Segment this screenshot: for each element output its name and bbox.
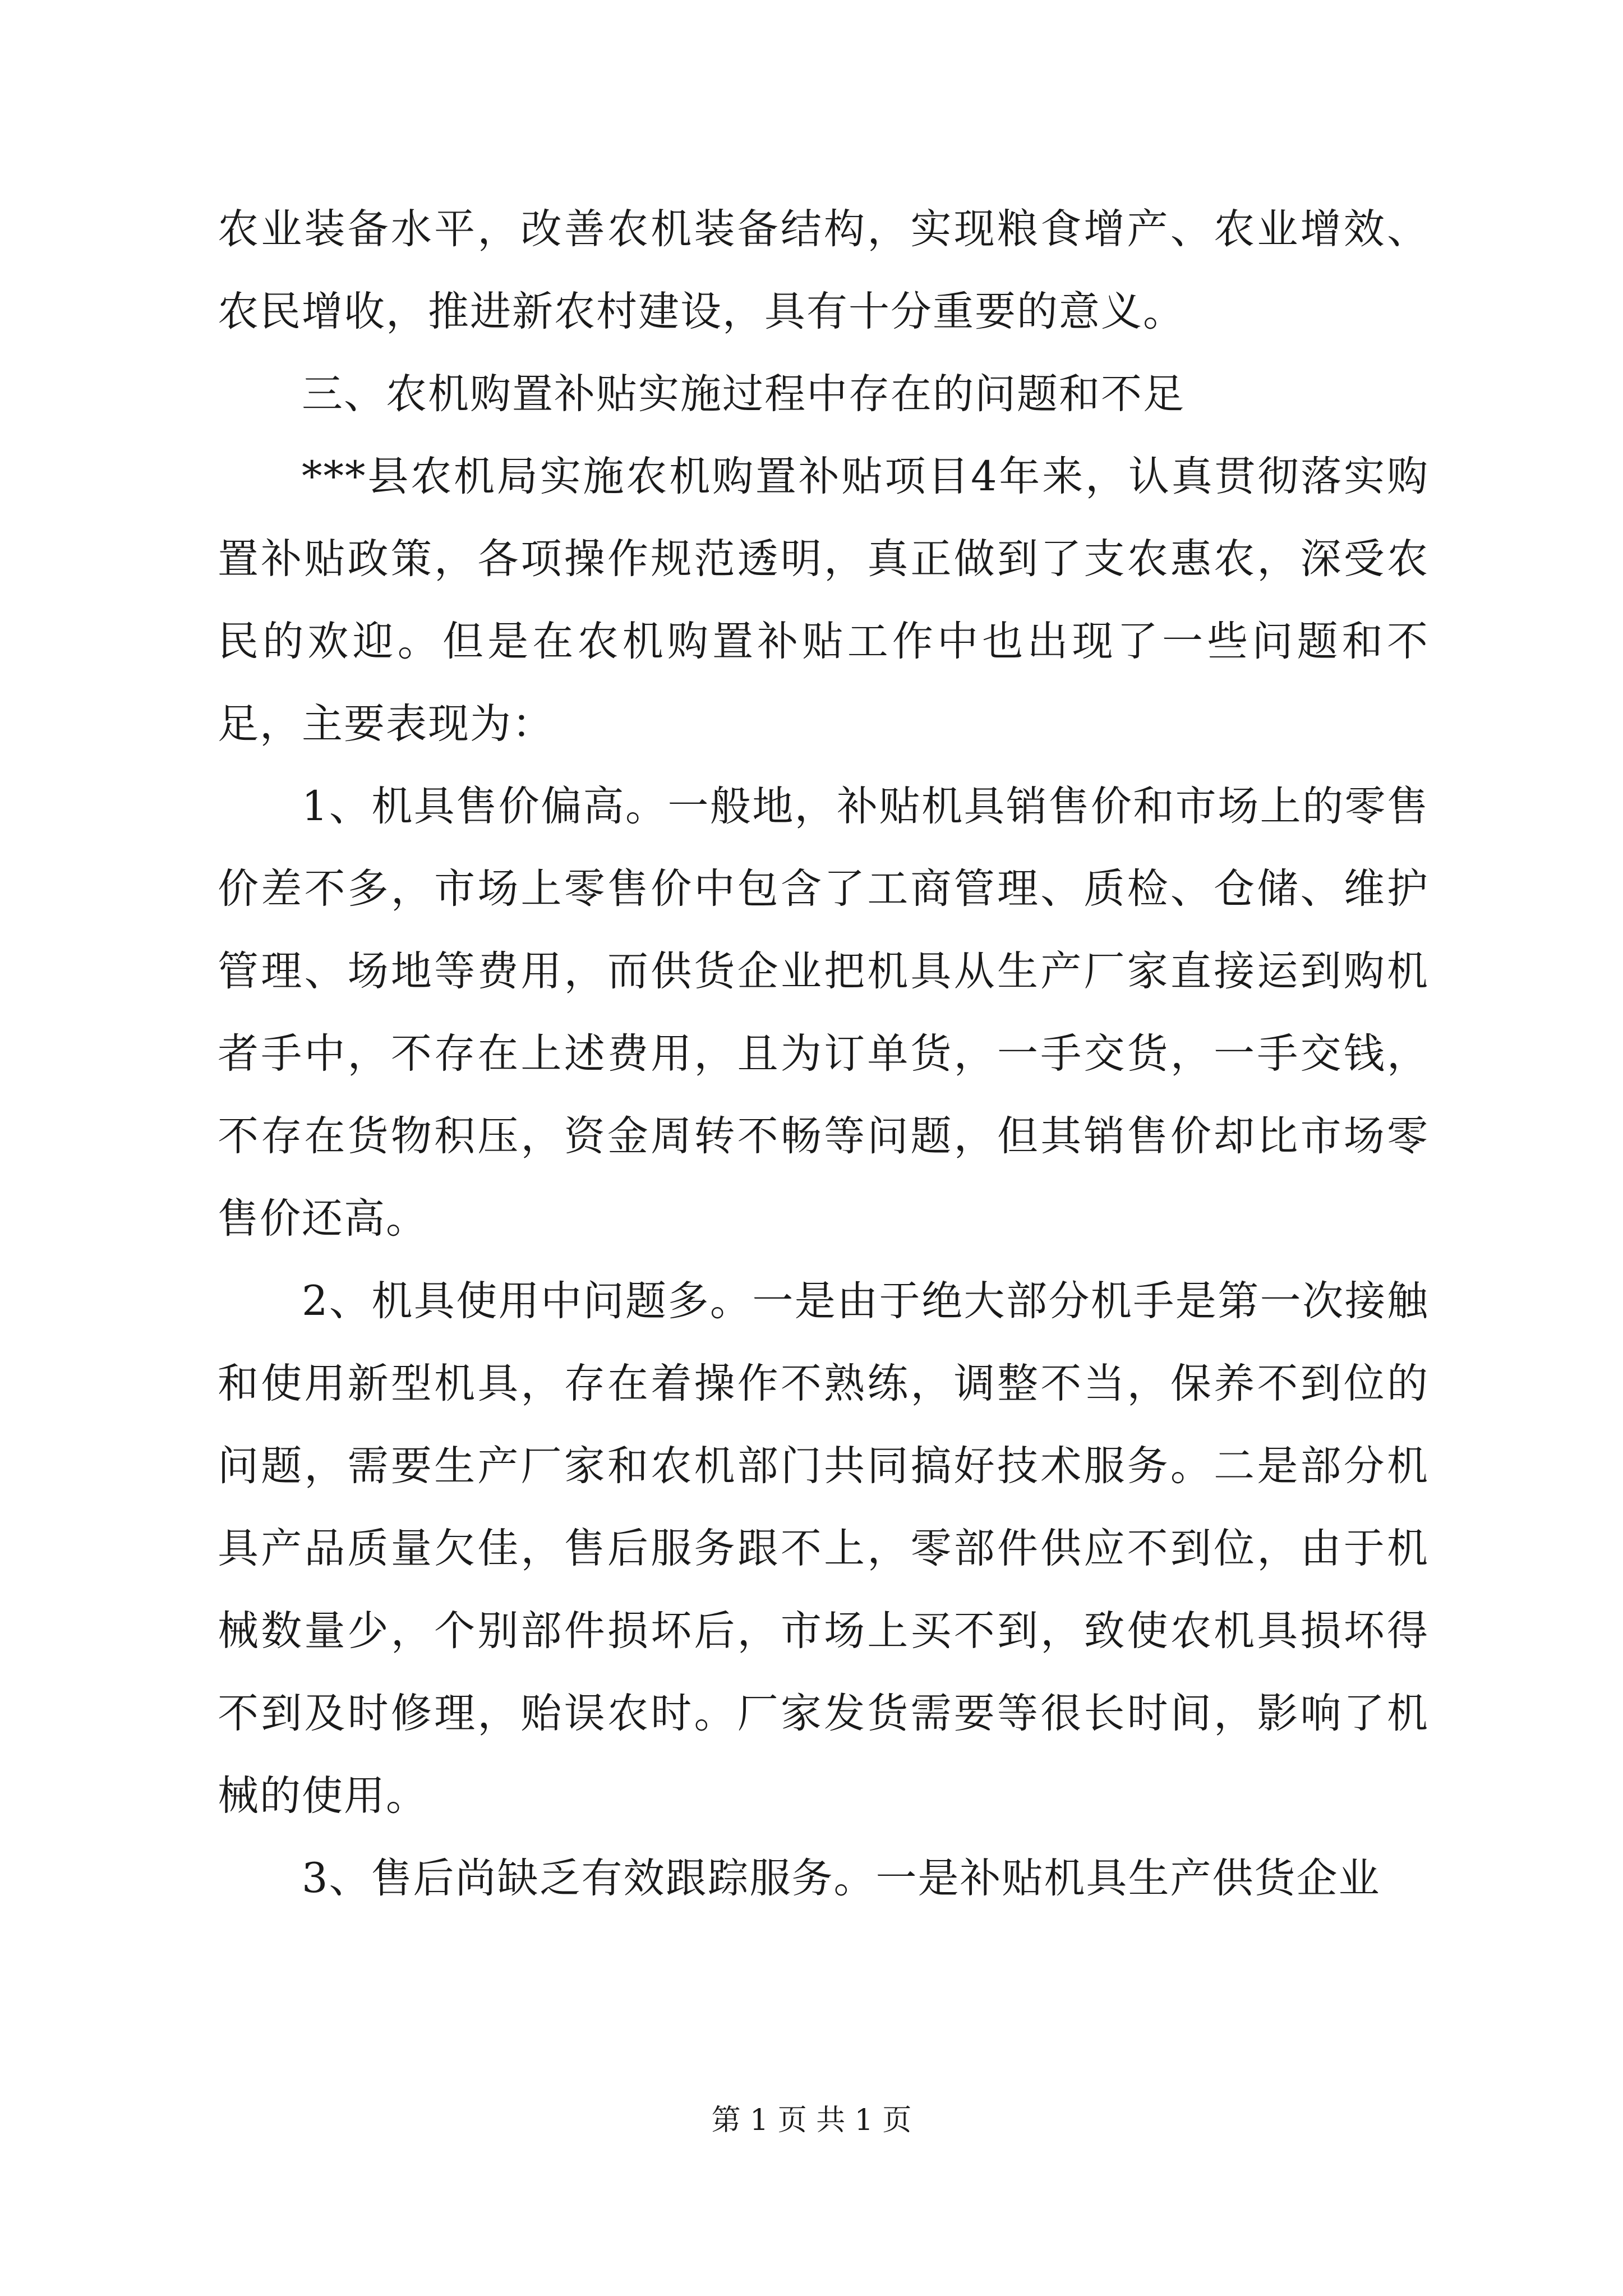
- document-body: [218, 188, 1429, 1920]
- paragraph-continuation: 农业装备水平，改善农机装备结构，实现粮食增产、农业增效、农民增收，推进新农村建设，具有十分重要的意义。: [218, 205, 1429, 335]
- paragraph-issue-3: 3、售后尚缺乏有效跟踪服务。一是补贴机具生产供货企业: [302, 1855, 1381, 1902]
- paragraph-issue-2: 2、机具使用中问题多。一是由于绝大部分机手是第一次接触和使用新型机具，存在着操作不熟练，调整不当，保养不到位的问题，需要生产厂家和农机部门共同搞好技术服务。二是部分机具产品质量欠佳，售后服务跟不上，零部件供应不到位，由于机械数量少，个别部件损坏后，市场上买不到，致使农机具损坏得不到及时修理，贻误农时。厂家发货需要等很长时间，影响了机械的使用。: [218, 1277, 1429, 1820]
- page-number-label: 第 1 页 共 1 页: [711, 2104, 912, 2137]
- section-heading: 三、农机购置补贴实施过程中存在的问题和不足: [302, 370, 1185, 418]
- paragraph-intro: ***县农机局实施农机购置补贴项目4年来，认真贯彻落实购置补贴政策，各项操作规范透明，真正做到了支农惠农，深受农民的欢迎。但是在农机购置补贴工作中也出现了一些问题和不足，主要表现为：: [218, 453, 1429, 748]
- page-footer: [0, 2101, 1623, 2140]
- paragraph-issue-1: 1、机具售价偏高。一般地，补贴机具销售价和市场上的零售价差不多，市场上零售价中包含了工商管理、质检、仓储、维护管理、场地等费用，而供货企业把机具从生产厂家直接运到购机者手中，不存在上述费用，且为订单货，一手交货，一手交钱，不存在货物积压，资金周转不畅等问题，但其销售价却比市场零售价还高。: [218, 783, 1429, 1243]
